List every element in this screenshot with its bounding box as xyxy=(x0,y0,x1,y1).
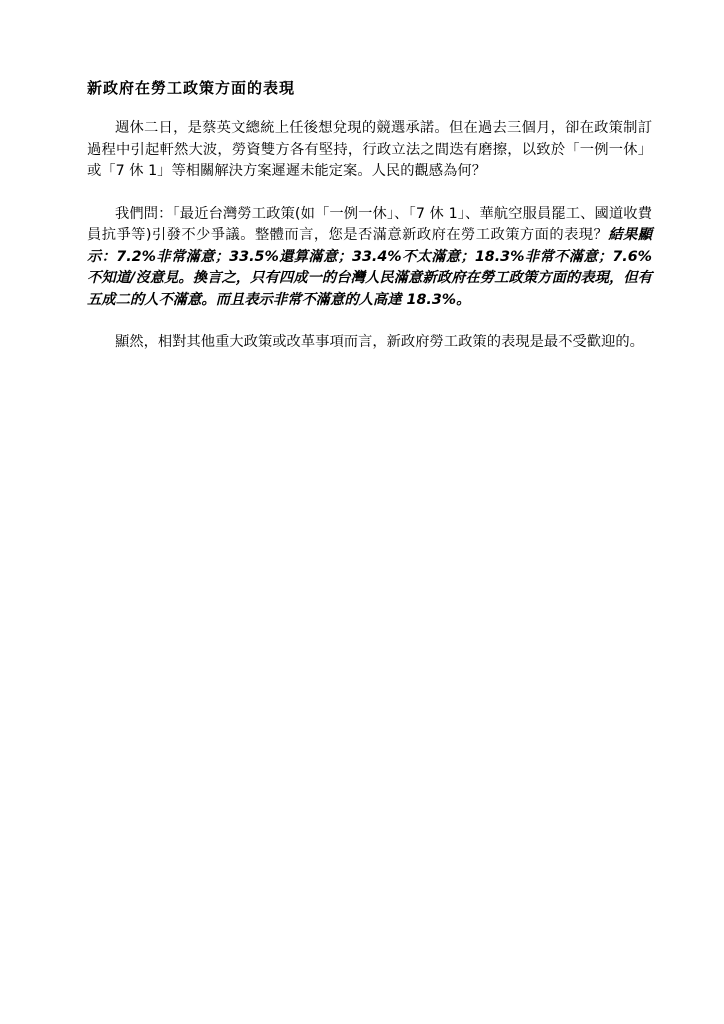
survey-question-text: 我們問：「最近台灣勞工政策(如「一例一休」、「7 休 1」、華航空服員罷工、國道收費員抗爭等)引發不少爭議。整體而言，您是否滿意新政府在勞工政策方面的表現？ xyxy=(87,205,652,243)
survey-results-text: 結果顯示：7.2%非常滿意；33.5%還算滿意；33.4%不太滿意；18.3%非常不滿意；7.6%不知道/沒意見。換言之，只有四成一的台灣人民滿意新政府在勞工政策方面的表現，但有五成二的人不滿意。而且表示非常不滿意的人高達 18.3%。 xyxy=(87,227,653,308)
paragraph-conclusion: 顯然，相對其他重大政策或改革事項而言，新政府勞工政策的表現是最不受歡迎的。 xyxy=(115,334,644,350)
paragraph-survey xyxy=(87,204,652,312)
paragraph-intro: 週休二日，是蔡英文總統上任後想兌現的競選承諾。但在過去三個月，卻在政策制訂過程中引起軒然大波，勞資雙方各有堅持，行政立法之間迭有磨擦，以致於「一例一休」或「7 休 1」等相關解決方案遲遲未能定案。人民的觀感為何？ xyxy=(87,120,652,179)
document-title: 新政府在勞工政策方面的表現 xyxy=(87,79,296,97)
document-page xyxy=(87,76,652,375)
